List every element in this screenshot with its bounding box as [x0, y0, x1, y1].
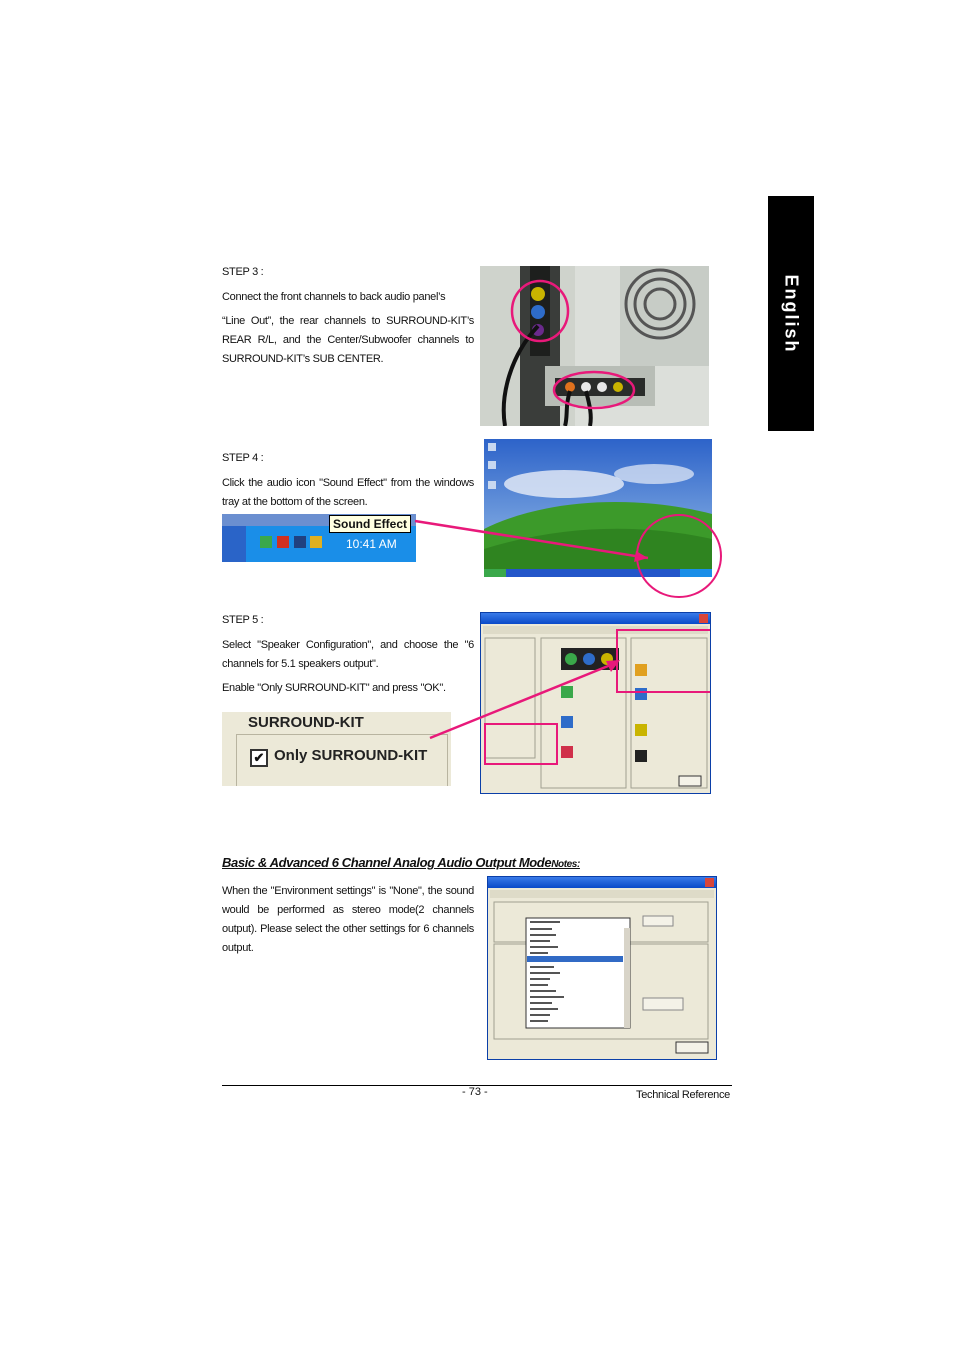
page-number: - 73 -: [462, 1086, 488, 1098]
step3-text-2: “Line Out”, the rear channels to SURROUND-KIT’s REAR R/L, and the Center/Subwoofer channels to SURROUND-KIT’s SUB CENTER.: [222, 315, 474, 365]
tray-clock: 10:41 AM: [346, 537, 397, 551]
surround-kit-group-title: SURROUND-KIT: [244, 714, 368, 731]
step4-text: Click the audio icon "Sound Effect" from the windows tray at the bottom of the screen.: [222, 477, 474, 508]
step5-text-2: Enable "Only SURROUND-KIT" and press "OK".: [222, 682, 446, 694]
step3-text-1: Connect the front channels to back audio panel’s: [222, 291, 446, 303]
environment-dialog: [487, 876, 717, 1060]
section-heading: [222, 855, 580, 870]
footer-section-title: Technical Reference: [636, 1089, 730, 1101]
only-surround-kit-checkbox[interactable]: ✔: [250, 749, 268, 767]
sound-effect-tooltip: Sound Effect: [329, 515, 411, 533]
language-tab-label: English: [781, 273, 802, 354]
close-icon-2: [705, 878, 714, 887]
step3-label: STEP 3 :: [222, 266, 264, 278]
section-body: When the "Environment settings" is "None", the sound would be performed as stereo mode(2 channels output). Please select the other settings for 6 channels output.: [222, 885, 474, 954]
section-heading-text: Basic & Advanced 6 Channel Analog Audio Output Mode: [222, 855, 552, 870]
notes-label: Notes:: [551, 859, 580, 870]
step4-label: STEP 4 :: [222, 452, 264, 464]
step5-label: STEP 5 :: [222, 614, 264, 626]
only-surround-kit-label: Only SURROUND-KIT: [274, 747, 428, 764]
step5-text-1: Select "Speaker Configuration", and choose the "6 channels for 5.1 speakers output".: [222, 639, 474, 670]
